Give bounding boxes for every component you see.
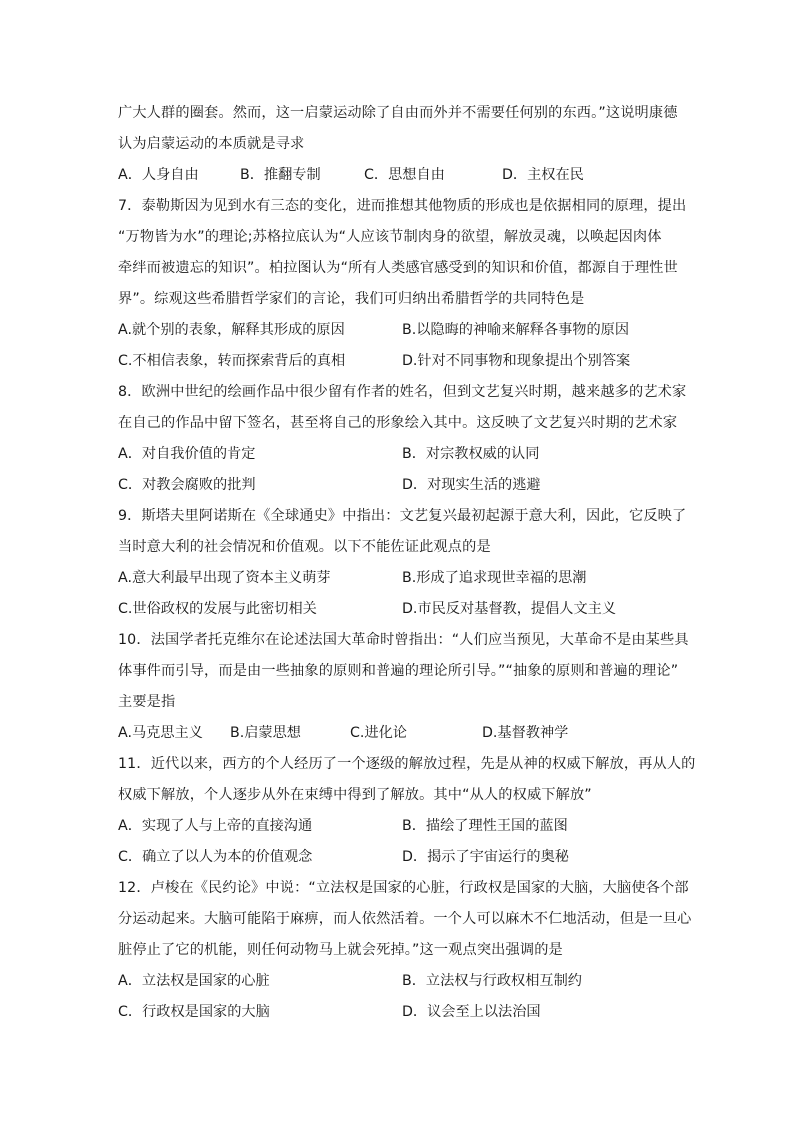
question-10-line-2: 体事件而引导，而是由一些抽象的原则和普遍的理论所引导。”“抽象的原则和普遍的理论”	[118, 663, 679, 679]
option-a[interactable]: A.就个别的表象，解释其形成的原因	[118, 322, 345, 338]
option-a[interactable]: A．对自我价值的肯定	[118, 446, 256, 462]
question-12-line-1: 12．卢梭在《民约论》中说：“立法权是国家的心脏，行政权是国家的大脑，大脑使各个部	[118, 880, 689, 896]
question-10-line-3: 主要是指	[118, 694, 176, 710]
question-8	[118, 377, 687, 501]
question-11-line-1: 11．近代以来，西方的个人经历了一个逐级的解放过程，先是从神的权威下解放，再从人的	[118, 756, 696, 772]
question-7-line-4: 界”。综观这些希腊哲学家们的言论，我们可归纳出希腊哲学的共同特色是	[118, 291, 585, 307]
question-7-line-1: 7．泰勒斯因为见到水有三态的变化，进而推想其他物质的形成也是依据相同的原理，提出	[118, 198, 687, 214]
option-c[interactable]: C．对教会腐败的批判	[118, 477, 256, 493]
question-12-line-3: 脏停止了它的机能，则任何动物马上就会死掉。”这一观点突出强调的是	[118, 942, 563, 958]
option-b[interactable]: B.以隐晦的神喻来解释各事物的原因	[402, 322, 630, 338]
question-7	[118, 191, 687, 377]
option-b[interactable]: B．立法权与行政权相互制约	[402, 973, 582, 989]
question-7-line-3: 牵绊而被遗忘的知识”。柏拉图认为“所有人类感官感受到的知识和价值，都源自于理性世	[118, 260, 678, 276]
question-6-options	[118, 160, 678, 191]
option-b[interactable]: B．对宗教权威的认同	[402, 446, 540, 462]
question-8-options-row-1	[118, 439, 678, 470]
question-6-line-2: 认为启蒙运动的本质就是寻求	[118, 136, 305, 152]
option-b[interactable]: B．描绘了理性王国的蓝图	[402, 818, 568, 834]
option-d[interactable]: D.针对不同事物和现象提出个别答案	[402, 353, 631, 369]
question-9-options-row-1	[118, 563, 678, 594]
option-d[interactable]: D．主权在民	[502, 167, 584, 183]
question-9-options-row-2	[118, 594, 678, 625]
option-d[interactable]: D.基督教神学	[482, 725, 569, 741]
option-c[interactable]: C.世俗政权的发展与此密切相关	[118, 601, 317, 617]
option-c[interactable]: C．思想自由	[364, 167, 445, 183]
question-12-line-2: 分运动起来。大脑可能陷于麻痹，而人依然活着。一个人可以麻木不仁地活动，但是一旦心	[118, 911, 692, 927]
question-11-options-row-2	[118, 842, 678, 873]
option-c[interactable]: C.进化论	[350, 725, 407, 741]
question-7-line-2: “万物皆为水”的理论;苏格拉底认为“人应该节制肉身的欲望，解放灵魂，以唤起因肉体	[118, 229, 662, 245]
option-b[interactable]: B.启蒙思想	[230, 725, 301, 741]
question-9	[118, 501, 687, 625]
question-10	[118, 625, 689, 749]
question-7-options-row-2	[118, 346, 678, 377]
option-a[interactable]: A.马克思主义	[118, 725, 203, 741]
option-b[interactable]: B．推翻专制	[240, 167, 321, 183]
question-8-line-2: 在自己的作品中留下签名，甚至将自己的形象绘入其中。这反映了文艺复兴时期的艺术家	[118, 415, 678, 431]
question-12-options-row-1	[118, 966, 678, 997]
question-12	[118, 873, 692, 1028]
option-a[interactable]: A．人身自由	[118, 167, 199, 183]
question-9-line-1: 9．斯塔夫里阿诺斯在《全球通史》中指出：文艺复兴最初起源于意大利，因此，它反映了	[118, 508, 687, 524]
question-7-options-row-1	[118, 315, 678, 346]
exam-page	[118, 98, 696, 1028]
question-6-line-1: 广大人群的圈套。然而，这一启蒙运动除了自由而外并不需要任何别的东西。”这说明康德	[118, 105, 678, 121]
question-10-line-1: 10．法国学者托克维尔在论述法国大革命时曾指出：“人们应当预见，大革命不是由某些具	[118, 632, 689, 648]
option-a[interactable]: A．实现了人与上帝的直接沟通	[118, 818, 313, 834]
option-c[interactable]: C．确立了以人为本的价值观念	[118, 849, 313, 865]
question-10-options	[118, 718, 678, 749]
question-11-options-row-1	[118, 811, 678, 842]
question-9-line-2: 当时意大利的社会情况和价值观。以下不能佐证此观点的是	[118, 539, 491, 555]
option-d[interactable]: D．对现实生活的逃避	[402, 477, 541, 493]
question-8-options-row-2	[118, 470, 678, 501]
option-a[interactable]: A．立法权是国家的心脏	[118, 973, 270, 989]
option-d[interactable]: D．议会至上以法治国	[402, 1004, 541, 1020]
question-11	[118, 749, 696, 873]
question-12-options-row-2	[118, 997, 678, 1028]
option-c[interactable]: C.不相信表象，转而探索背后的真相	[118, 353, 346, 369]
option-d[interactable]: D.市民反对基督教，提倡人文主义	[402, 601, 617, 617]
question-8-line-1: 8．欧洲中世纪的绘画作品中很少留有作者的姓名，但到文艺复兴时期，越来越多的艺术家	[118, 384, 687, 400]
option-c[interactable]: C．行政权是国家的大脑	[118, 1004, 270, 1020]
question-11-line-2: 权威下解放，个人逐步从外在束缚中得到了解放。其中“从人的权威下解放”	[118, 787, 592, 803]
question-6	[118, 98, 678, 191]
option-d[interactable]: D．揭示了宇宙运行的奥秘	[402, 849, 569, 865]
option-a[interactable]: A.意大利最早出现了资本主义萌芽	[118, 570, 331, 586]
option-b[interactable]: B.形成了追求现世幸福的思潮	[402, 570, 587, 586]
